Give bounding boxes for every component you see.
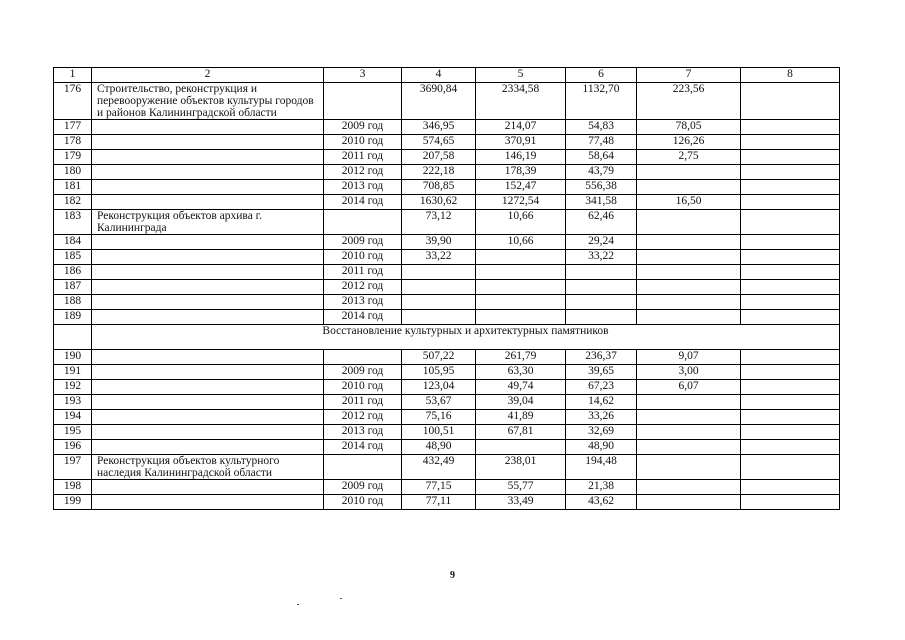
row-name-cell: Реконструкция объектов культурного наследия Калининградской области [92,455,324,480]
table-row [54,165,840,180]
value-cell-col5: 261,79 [476,350,566,365]
row-number-cell: 179 [54,150,92,165]
value-cell-col6: 58,64 [566,150,637,165]
value-cell-col5: 39,04 [476,395,566,410]
row-number-cell: 193 [54,395,92,410]
budget-table [53,67,840,510]
value-cell-col7 [637,250,741,265]
value-cell-col7 [637,425,741,440]
value-cell-col4: 1630,62 [402,195,476,210]
value-cell-col6: 236,37 [566,350,637,365]
row-year-cell: 2009 год [324,120,402,135]
row-year-cell [324,455,402,480]
row-year-cell: 2014 год [324,195,402,210]
value-cell-col4: 708,85 [402,180,476,195]
value-cell-col8 [741,83,840,120]
row-number-cell: 187 [54,280,92,295]
row-number-cell: 183 [54,210,92,235]
row-name-cell: Реконструкция объектов архива г. Калининграда [92,210,324,235]
value-cell-col8 [741,480,840,495]
row-number-cell: 184 [54,235,92,250]
value-cell-col6: 77,48 [566,135,637,150]
value-cell-col5: 55,77 [476,480,566,495]
table-row [54,210,840,235]
row-name-cell [92,380,324,395]
value-cell-col8 [741,165,840,180]
row-year-cell: 2011 год [324,265,402,280]
value-cell-col4: 105,95 [402,365,476,380]
row-name-cell [92,440,324,455]
row-number-cell: 188 [54,295,92,310]
value-cell-col6 [566,280,637,295]
value-cell-col8 [741,250,840,265]
value-cell-col4: 73,12 [402,210,476,235]
value-cell-col7: 78,05 [637,120,741,135]
table-row [54,440,840,455]
table-row [54,495,840,510]
row-number-cell: 199 [54,495,92,510]
table-row [54,235,840,250]
value-cell-col8 [741,495,840,510]
value-cell-col4: 33,22 [402,250,476,265]
row-year-cell: 2012 год [324,165,402,180]
row-year-cell: 2010 год [324,380,402,395]
value-cell-col7: 9,07 [637,350,741,365]
table-row [54,425,840,440]
value-cell-col8 [741,395,840,410]
value-cell-col8 [741,280,840,295]
header-cell: 1 [54,68,92,83]
value-cell-col8 [741,265,840,280]
value-cell-col6: 1132,70 [566,83,637,120]
row-name-cell [92,350,324,365]
table-row [54,380,840,395]
row-number-cell: 198 [54,480,92,495]
value-cell-col5 [476,280,566,295]
row-name-cell [92,295,324,310]
value-cell-col8 [741,440,840,455]
value-cell-col4: 222,18 [402,165,476,180]
value-cell-col6 [566,265,637,280]
value-cell-col6 [566,310,637,325]
section-number-cell [54,325,92,350]
value-cell-col5 [476,310,566,325]
value-cell-col4: 77,15 [402,480,476,495]
header-cell: 8 [741,68,840,83]
value-cell-col5: 152,47 [476,180,566,195]
row-year-cell: 2011 год [324,395,402,410]
value-cell-col8 [741,310,840,325]
row-number-cell: 191 [54,365,92,380]
value-cell-col7 [637,235,741,250]
header-cell: 4 [402,68,476,83]
table-row [54,365,840,380]
row-number-cell: 196 [54,440,92,455]
value-cell-col6: 29,24 [566,235,637,250]
value-cell-col6: 194,48 [566,455,637,480]
table-row [54,120,840,135]
header-cell: 6 [566,68,637,83]
row-year-cell [324,83,402,120]
value-cell-col7 [637,295,741,310]
row-number-cell: 192 [54,380,92,395]
value-cell-col8 [741,365,840,380]
table-row [54,310,840,325]
scan-speck [297,604,299,605]
value-cell-col7 [637,310,741,325]
row-year-cell: 2009 год [324,480,402,495]
value-cell-col6: 48,90 [566,440,637,455]
value-cell-col7 [637,280,741,295]
value-cell-col8 [741,380,840,395]
value-cell-col8 [741,120,840,135]
row-name-cell [92,425,324,440]
row-name-cell [92,120,324,135]
value-cell-col7: 223,56 [637,83,741,120]
value-cell-col5: 10,66 [476,210,566,235]
value-cell-col8 [741,195,840,210]
value-cell-col4: 100,51 [402,425,476,440]
value-cell-col8 [741,455,840,480]
row-name-cell [92,480,324,495]
value-cell-col8 [741,150,840,165]
value-cell-col4: 75,16 [402,410,476,425]
value-cell-col4: 432,49 [402,455,476,480]
value-cell-col8 [741,135,840,150]
value-cell-col7 [637,180,741,195]
value-cell-col7: 3,00 [637,365,741,380]
value-cell-col5: 146,19 [476,150,566,165]
row-name-cell [92,135,324,150]
row-number-cell: 178 [54,135,92,150]
value-cell-col4 [402,280,476,295]
value-cell-col4: 346,95 [402,120,476,135]
row-year-cell: 2011 год [324,150,402,165]
value-cell-col6: 33,22 [566,250,637,265]
value-cell-col4: 48,90 [402,440,476,455]
table-row [54,395,840,410]
value-cell-col4: 39,90 [402,235,476,250]
value-cell-col4: 207,58 [402,150,476,165]
header-cell: 5 [476,68,566,83]
section-row [54,325,840,350]
value-cell-col8 [741,235,840,250]
value-cell-col4: 123,04 [402,380,476,395]
value-cell-col4: 3690,84 [402,83,476,120]
row-number-cell: 180 [54,165,92,180]
row-year-cell [324,210,402,235]
value-cell-col8 [741,425,840,440]
value-cell-col7 [637,410,741,425]
value-cell-col4: 574,65 [402,135,476,150]
row-name-cell [92,180,324,195]
row-number-cell: 197 [54,455,92,480]
row-number-cell: 185 [54,250,92,265]
header-cell: 7 [637,68,741,83]
table-row [54,265,840,280]
value-cell-col4 [402,265,476,280]
row-name-cell [92,235,324,250]
value-cell-col8 [741,210,840,235]
value-cell-col7 [637,210,741,235]
row-year-cell: 2009 год [324,235,402,250]
row-year-cell: 2013 год [324,180,402,195]
value-cell-col6: 39,65 [566,365,637,380]
row-year-cell: 2013 год [324,295,402,310]
row-number-cell: 186 [54,265,92,280]
table-body [54,68,840,510]
value-cell-col5: 63,30 [476,365,566,380]
value-cell-col6: 21,38 [566,480,637,495]
value-cell-col8 [741,180,840,195]
page-number: 9 [450,570,455,581]
row-year-cell: 2014 год [324,310,402,325]
value-cell-col5: 2334,58 [476,83,566,120]
row-name-cell [92,410,324,425]
row-name-cell [92,195,324,210]
value-cell-col6: 341,58 [566,195,637,210]
row-name-cell [92,250,324,265]
value-cell-col5 [476,250,566,265]
value-cell-col7 [637,395,741,410]
value-cell-col6: 14,62 [566,395,637,410]
value-cell-col7: 6,07 [637,380,741,395]
value-cell-col7 [637,165,741,180]
row-number-cell: 195 [54,425,92,440]
table-row [54,150,840,165]
row-name-cell [92,365,324,380]
row-name-cell [92,495,324,510]
value-cell-col7 [637,440,741,455]
row-name-cell [92,310,324,325]
header-cell: 3 [324,68,402,83]
table-row [54,410,840,425]
value-cell-col7 [637,495,741,510]
value-cell-col5: 41,89 [476,410,566,425]
value-cell-col5 [476,440,566,455]
header-cell: 2 [92,68,324,83]
header-row [54,68,840,83]
table-row [54,195,840,210]
scan-speck [340,598,342,599]
value-cell-col4: 53,67 [402,395,476,410]
row-name-cell: Строительство, реконструкция и перевооружение объектов культуры городов и районов Калининградской области [92,83,324,120]
value-cell-col5 [476,295,566,310]
budget-table-container [53,67,839,510]
value-cell-col5: 1272,54 [476,195,566,210]
value-cell-col6: 67,23 [566,380,637,395]
table-row [54,480,840,495]
value-cell-col6: 43,62 [566,495,637,510]
value-cell-col5: 67,81 [476,425,566,440]
table-row [54,250,840,265]
value-cell-col5: 49,74 [476,380,566,395]
row-number-cell: 189 [54,310,92,325]
value-cell-col5: 178,39 [476,165,566,180]
value-cell-col6: 54,83 [566,120,637,135]
value-cell-col5: 10,66 [476,235,566,250]
row-year-cell: 2013 год [324,425,402,440]
row-name-cell [92,265,324,280]
row-name-cell [92,165,324,180]
value-cell-col7: 126,26 [637,135,741,150]
table-row [54,280,840,295]
row-number-cell: 194 [54,410,92,425]
table-row [54,295,840,310]
row-name-cell [92,150,324,165]
table-row [54,350,840,365]
value-cell-col8 [741,410,840,425]
row-year-cell: 2009 год [324,365,402,380]
value-cell-col5: 370,91 [476,135,566,150]
value-cell-col4: 77,11 [402,495,476,510]
row-number-cell: 177 [54,120,92,135]
row-year-cell: 2012 год [324,410,402,425]
row-year-cell: 2014 год [324,440,402,455]
value-cell-col4 [402,310,476,325]
table-row [54,135,840,150]
value-cell-col6: 43,79 [566,165,637,180]
row-name-cell [92,395,324,410]
section-title: Восстановление культурных и архитектурных памятников [92,325,840,350]
row-number-cell: 190 [54,350,92,365]
row-number-cell: 181 [54,180,92,195]
value-cell-col6: 32,69 [566,425,637,440]
row-number-cell: 176 [54,83,92,120]
row-year-cell: 2010 год [324,250,402,265]
value-cell-col4 [402,295,476,310]
value-cell-col7 [637,455,741,480]
value-cell-col5: 238,01 [476,455,566,480]
value-cell-col5: 33,49 [476,495,566,510]
row-year-cell: 2010 год [324,495,402,510]
row-name-cell [92,280,324,295]
value-cell-col5: 214,07 [476,120,566,135]
value-cell-col7 [637,480,741,495]
value-cell-col6: 33,26 [566,410,637,425]
table-row [54,455,840,480]
value-cell-col5 [476,265,566,280]
value-cell-col6: 62,46 [566,210,637,235]
row-year-cell: 2010 год [324,135,402,150]
value-cell-col7 [637,265,741,280]
value-cell-col8 [741,295,840,310]
value-cell-col8 [741,350,840,365]
row-number-cell: 182 [54,195,92,210]
row-year-cell: 2012 год [324,280,402,295]
value-cell-col7: 2,75 [637,150,741,165]
value-cell-col7: 16,50 [637,195,741,210]
table-row [54,180,840,195]
value-cell-col4: 507,22 [402,350,476,365]
table-row [54,83,840,120]
value-cell-col6: 556,38 [566,180,637,195]
row-year-cell [324,350,402,365]
value-cell-col6 [566,295,637,310]
